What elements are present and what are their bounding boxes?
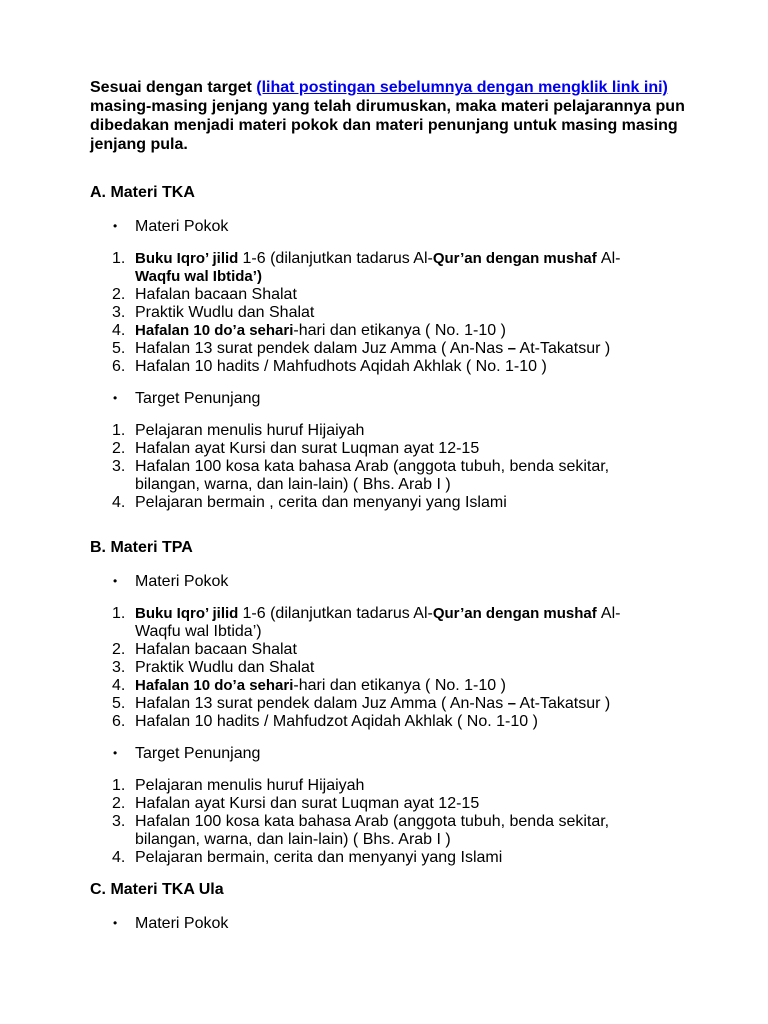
target-penunjang-list-a <box>90 422 690 512</box>
list-item-text: Hafalan 10 hadits / Mahfudhots Aqidah Akhlak ( No. 1-10 ) <box>135 358 547 375</box>
list-item <box>90 250 690 286</box>
bullet-label: Materi Pokok <box>135 218 229 235</box>
list-item-number: 6. <box>112 713 126 730</box>
bullet-materi-pokok-b <box>90 572 690 591</box>
list-item-text: Hafalan 100 kosa kata bahasa Arab (anggota tubuh, benda sekitar, <box>135 458 610 475</box>
list-item <box>90 304 690 322</box>
bullet-materi-pokok-c <box>90 914 690 933</box>
list-item-text: – <box>507 340 516 357</box>
list-item <box>90 286 690 304</box>
list-item <box>90 340 690 358</box>
bullet-label: Target Penunjang <box>135 390 261 407</box>
bullet-icon: • <box>113 574 118 588</box>
bullet-icon: • <box>113 746 118 760</box>
list-item <box>90 795 690 813</box>
list-item-text: Waqfu wal Ibtida’) <box>135 268 262 285</box>
materi-pokok-list-b <box>90 605 690 731</box>
list-item <box>90 458 690 494</box>
list-item-number: 5. <box>112 340 126 357</box>
materi-pokok-list-a <box>90 250 690 376</box>
list-item-number: 3. <box>112 304 126 321</box>
list-item-text: Hafalan 13 surat pendek dalam Juz Amma ( An-Nas <box>135 340 508 357</box>
bullet-label: Materi Pokok <box>135 915 229 932</box>
list-item-text: Pelajaran menulis huruf Hijaiyah <box>135 422 365 439</box>
list-item-number: 4. <box>112 494 126 511</box>
bullet-label: Materi Pokok <box>135 573 229 590</box>
section-heading-a: A. Materi TKA <box>90 184 195 201</box>
list-item-text: Hafalan 10 do’a sehari <box>135 322 294 339</box>
list-item-number: 5. <box>112 695 126 712</box>
list-item <box>90 322 690 340</box>
list-item-text: 1-6 (dilanjutkan tadarus Al- <box>242 250 433 267</box>
list-item-number: 3. <box>112 813 126 830</box>
list-item-text: bilangan, warna, dan lain-lain) ( Bhs. Arab I ) <box>135 476 451 493</box>
list-item-text: Qur’an dengan mushaf <box>432 605 601 622</box>
list-item-text: 1-6 (dilanjutkan tadarus Al- <box>242 605 433 622</box>
list-item-number: 4. <box>112 322 126 339</box>
bullet-materi-pokok-a <box>90 217 690 236</box>
list-item-text: Praktik Wudlu dan Shalat <box>135 659 315 676</box>
list-item <box>90 777 690 795</box>
list-item-text: Pelajaran menulis huruf Hijaiyah <box>135 777 365 794</box>
list-item <box>90 813 690 849</box>
list-item-number: 1. <box>112 250 126 267</box>
list-item-number: 1. <box>112 605 126 622</box>
list-item-number: 3. <box>112 458 126 475</box>
list-item-text: Al- <box>600 605 621 622</box>
list-item-text: Qur’an dengan mushaf <box>432 250 601 267</box>
list-item-text: – <box>507 695 516 712</box>
list-item <box>90 422 690 440</box>
list-item-text: Buku Iqro’ jilid <box>135 250 243 267</box>
bullet-target-penunjang-a <box>90 389 690 408</box>
bullet-icon: • <box>113 219 118 233</box>
list-item-text: Hafalan 100 kosa kata bahasa Arab (anggota tubuh, benda sekitar, <box>135 813 610 830</box>
previous-post-link[interactable]: (lihat postingan sebelumnya dengan mengklik link ini) <box>256 79 668 96</box>
list-item-number: 4. <box>112 849 126 866</box>
list-item <box>90 494 690 512</box>
list-item-number: 1. <box>112 777 126 794</box>
list-item-text: At-Takatsur ) <box>515 340 611 357</box>
list-item-text: Buku Iqro’ jilid <box>135 605 243 622</box>
list-item-text: Hafalan ayat Kursi dan surat Luqman ayat 12-15 <box>135 440 480 457</box>
list-item-number: 2. <box>112 440 126 457</box>
list-item-text: Hafalan bacaan Shalat <box>135 641 297 658</box>
list-item-text: Praktik Wudlu dan Shalat <box>135 304 315 321</box>
list-item-text: -hari dan etikanya ( No. 1-10 ) <box>293 677 506 694</box>
list-item <box>90 440 690 458</box>
list-item-text: Hafalan 10 do’a sehari <box>135 677 294 694</box>
intro-prefix: Sesuai dengan target <box>90 79 257 96</box>
list-item <box>90 713 690 731</box>
list-item <box>90 641 690 659</box>
list-item-text: Waqfu wal Ibtida’) <box>135 623 262 640</box>
list-item-number: 4. <box>112 677 126 694</box>
list-item-number: 2. <box>112 795 126 812</box>
list-item-number: 1. <box>112 422 126 439</box>
list-item-text: -hari dan etikanya ( No. 1-10 ) <box>293 322 506 339</box>
list-item <box>90 849 690 867</box>
section-heading-b: B. Materi TPA <box>90 539 193 556</box>
document-page <box>90 78 690 933</box>
list-item-number: 2. <box>112 286 126 303</box>
list-item-text: bilangan, warna, dan lain-lain) ( Bhs. Arab I ) <box>135 831 451 848</box>
list-item <box>90 659 690 677</box>
list-item-text: Pelajaran bermain, cerita dan menyanyi yang Islami <box>135 849 503 866</box>
list-item <box>90 605 690 641</box>
list-item-text: At-Takatsur ) <box>515 695 611 712</box>
list-item-number: 3. <box>112 659 126 676</box>
list-item <box>90 695 690 713</box>
target-penunjang-list-b <box>90 777 690 867</box>
list-item-number: 2. <box>112 641 126 658</box>
intro-suffix: masing-masing jenjang yang telah dirumuskan, maka materi pelajarannya pun dibedakan menjadi materi pokok dan materi penunjang untuk masing masing jenjang pula. <box>90 98 685 153</box>
bullet-icon: • <box>113 916 118 930</box>
intro-paragraph <box>90 78 690 154</box>
list-item-text: Hafalan 10 hadits / Mahfudzot Aqidah Akhlak ( No. 1-10 ) <box>135 713 538 730</box>
list-item-text: Hafalan bacaan Shalat <box>135 286 297 303</box>
list-item <box>90 677 690 695</box>
list-item-text: Hafalan 13 surat pendek dalam Juz Amma ( An-Nas <box>135 695 508 712</box>
bullet-label: Target Penunjang <box>135 745 261 762</box>
section-heading-c: C. Materi TKA Ula <box>90 881 224 898</box>
list-item-text: Hafalan ayat Kursi dan surat Luqman ayat 12-15 <box>135 795 480 812</box>
list-item-text: Al- <box>600 250 621 267</box>
list-item-number: 6. <box>112 358 126 375</box>
bullet-target-penunjang-b <box>90 744 690 763</box>
bullet-icon: • <box>113 391 118 405</box>
list-item-text: Pelajaran bermain , cerita dan menyanyi yang Islami <box>135 494 507 511</box>
list-item <box>90 358 690 376</box>
